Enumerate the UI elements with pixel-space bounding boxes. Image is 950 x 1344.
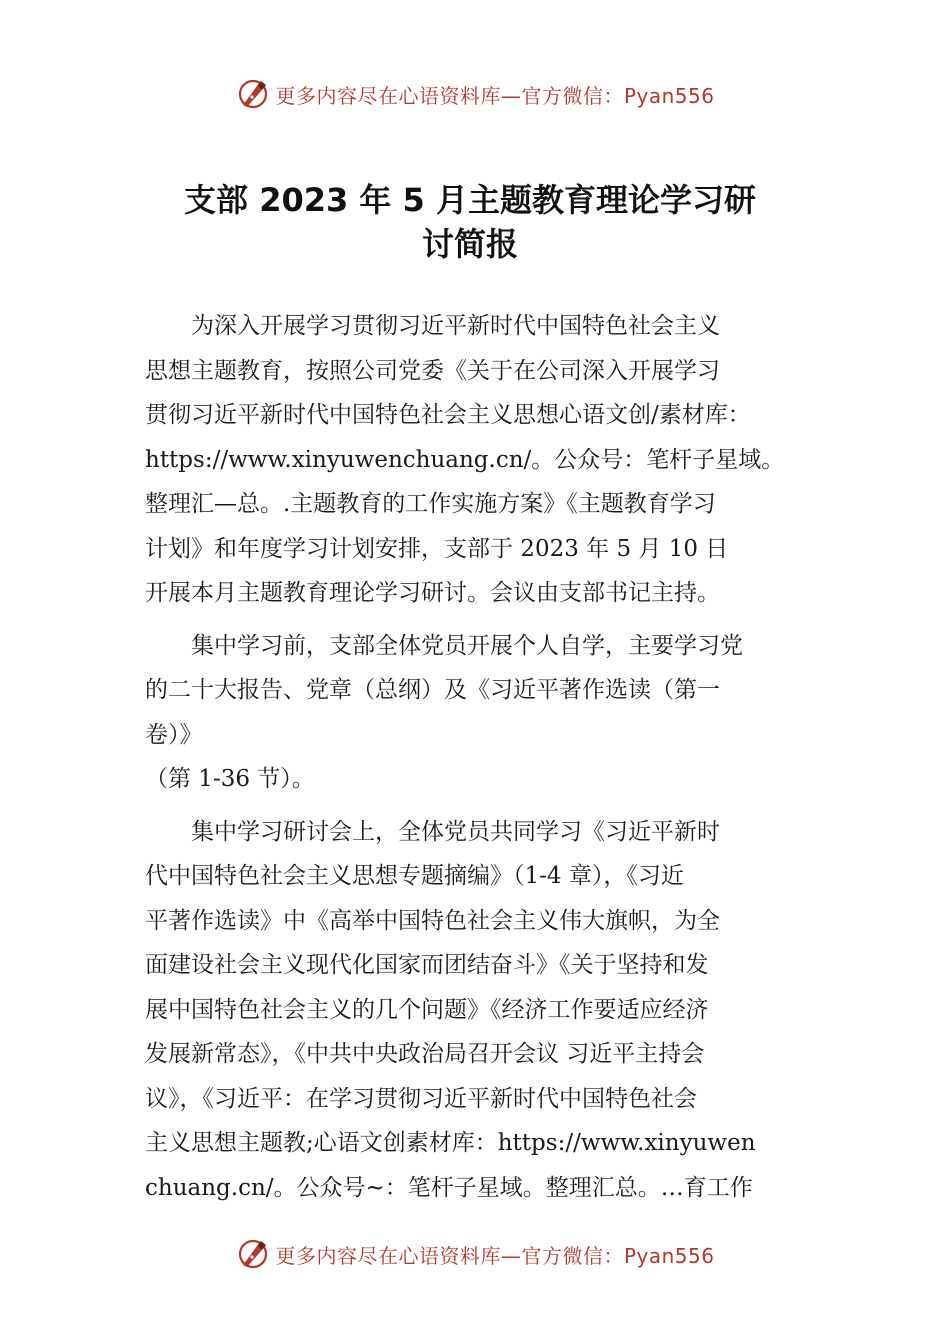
watermark-text: 更多内容尽在心语资料库—官方微信：Pyan556 [275, 1243, 715, 1268]
title-line-1: 支部 2023 年 5 月主题教育理论学习研 [184, 181, 756, 219]
page-title [120, 178, 820, 266]
watermark-text: 更多内容尽在心语资料库—官方微信：Pyan556 [275, 83, 715, 108]
watermark-header [0, 76, 950, 112]
paragraph-3 [145, 810, 810, 1211]
text-line: 展中国特色社会主义的几个问题》《经济工作要适应经济 [145, 996, 709, 1023]
text-line: 集中学习前，支部全体党员开展个人自学，主要学习党 [191, 632, 743, 659]
text-line: 计划》和年度学习计划安排，支部于 2023 年 5 月 10 日 [145, 535, 729, 562]
text-line: （第 1-36 节）。 [145, 766, 315, 792]
text-line: chuang.cn/。公众号~：笔杆子星域。整理汇总。…育工作 [145, 1174, 753, 1201]
text-line: 贯彻习近平新时代中国特色社会主义思想心语文创/素材库： [145, 402, 751, 428]
text-line: 面建设社会主义现代化国家而团结奋斗》《关于坚持和发 [145, 952, 709, 978]
text-line: 发展新常态》，《中共中央政治局召开会议 习近平主持会 [145, 1041, 705, 1067]
pen-nib-logo-icon [235, 76, 271, 112]
text-line: 为深入开展学习贯彻习近平新时代中国特色社会主义 [191, 313, 720, 339]
text-line: 议》，《习近平：在学习贯彻习近平新时代中国特色社会 [145, 1085, 697, 1112]
text-line: 卷）》 [145, 721, 203, 748]
text-line: 平著作选读》中《高举中国特色社会主义伟大旗帜，为全 [145, 907, 720, 934]
text-line: 代中国特色社会主义思想专题摘编》（1-4 章），《习近 [145, 863, 684, 889]
watermark-footer [0, 1236, 950, 1272]
text-line: 整理汇—总。.主题教育的工作实施方案》《主题教育学习 [145, 491, 716, 517]
text-line: 集中学习研讨会上，全体党员共同学习《习近平新时 [191, 818, 720, 845]
text-line: 的二十大报告、党章（总纲）及《习近平著作选读（第一 [145, 677, 720, 703]
text-line: 思想主题教育，按照公司党委《关于在公司深入开展学习 [145, 357, 720, 384]
title-line-2: 讨简报 [421, 225, 518, 263]
text-line: 开展本月主题教育理论学习研讨。会议由支部书记主持。 [145, 580, 720, 606]
document-body [145, 304, 810, 1210]
paragraph-1 [145, 304, 810, 616]
text-line: 主义思想主题教;心语文创素材库：https://www.xinyuwen [145, 1130, 756, 1156]
paragraph-2 [145, 624, 810, 802]
text-line: https://www.xinyuwenchuang.cn/。公众号：笔杆子星域。 [145, 446, 785, 473]
pen-nib-logo-icon [235, 1236, 271, 1272]
